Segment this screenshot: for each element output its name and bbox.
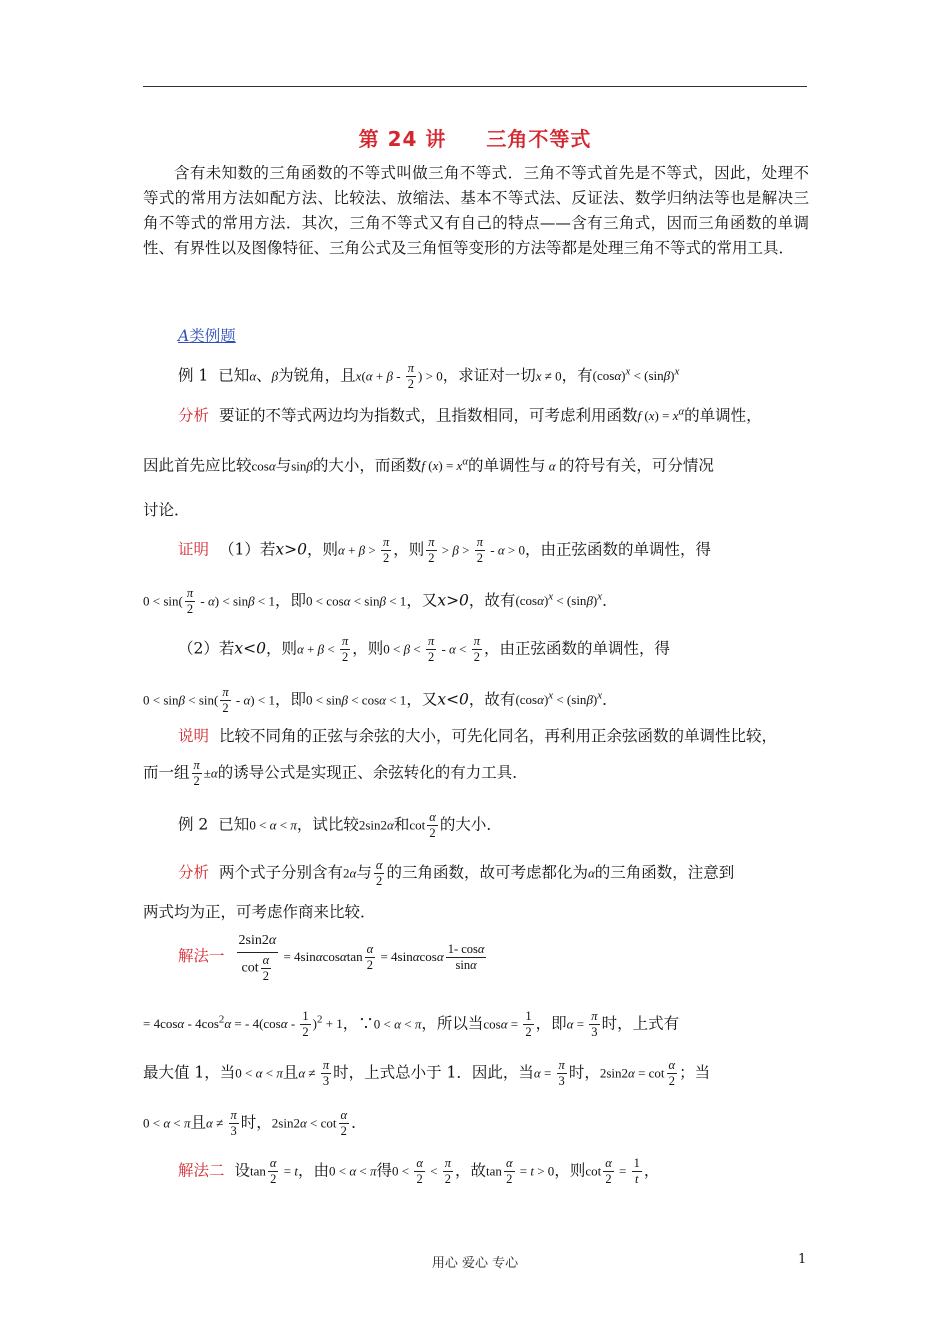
note-line1: 说明 比较不同角的正弦与余弦的大小，可先化同名，再利用正余弦函数的单调性比较， <box>178 727 778 745</box>
example-2-analysis-line2: 两式均为正，可考虑作商来比较． <box>143 903 376 921</box>
intro-paragraph: 含有未知数的三角函数的不等式叫做三角不等式．三角不等式首先是不等式，因此，处理不等式的常用方法如配方法、比较法、放缩法、基本不等式法、反证法、数学归纳法等也是解决三角不等式的常用方法．其次，三角不等式又有自己的特点——含有三角式，因而三角函数的单调性、有界性以及图像特征、三角公式及三角恒等变形的方法等都是处理三角不等式的常用工具． <box>143 164 809 257</box>
method-1-line1: 解法一 2sin2α cot $\frac{\alpha}{2}$ = 4sinαcosαtan $\frac{\alpha}{2}$ = 4sinαcosα $\frac{1- \cos\alpha}{\sin\alpha}$ <box>143 930 848 984</box>
method-1-line4: 0 < α < π且α ≠ $\frac{\pi}{3}$ 时，2sin2α < cot $\frac{\alpha}{2}$ ． <box>143 1108 367 1138</box>
lecture-topic: 三角不等式 <box>486 127 592 151</box>
method-1-line2: = $4\cos\alpha - 4\cos^2\alpha$ = - 4(cosα - $\frac{1}{2}$ )$^2$ + 1，∵0 < α < π，所以当cosα = $\frac{1}{2}$ ，即α = $\frac{\pi}{3}$ 时，上式有 <box>143 1008 680 1039</box>
section-heading <box>143 324 848 348</box>
example-1-analysis-line2: 因此首先应比较cosα与sinβ的大小，而函数f $(x) = x^\alpha$的单调性与 α 的符号有关，可分情况 <box>143 456 714 475</box>
example-1: 例 1 已知α、β为锐角，且x(α + β - $\frac{\pi}{2}$ ) > 0，求证对一切x ≠ 0，有$(\cos\alpha)^x < (\sin\beta)^x$ <box>178 360 680 391</box>
proof-case-1: 证明 （1）若x>0，则α + β > $\frac{\pi}{2}$ ，则 $\frac{\pi}{2}$ > β > $\frac{\pi}{2}$ - α > 0，由正弦函数的单调性，得 <box>178 535 712 565</box>
header-rule <box>143 86 807 87</box>
example-1-analysis-line3: 讨论． <box>143 501 190 519</box>
proof-case-2-line2: 0 < sinβ < sin( $\frac{\pi}{2}$ - α) < 1，即0 < sinβ < cosα < 1，又x<0，故有$(\cos\alpha)^x < (\sin\beta)^x$． <box>143 684 618 715</box>
note-line2: 而一组 $\frac{\pi}{2}$ ±α的诱导公式是实现正、余弦转化的有力工具． <box>143 758 528 788</box>
example-1-analysis: 分析 要证的不等式两边均为指数式，且指数相同，可考虑利用函数f $(x) = x^\alpha$的单调性， <box>178 406 762 425</box>
page-number: 1 <box>798 1252 807 1267</box>
page-footer: 用心 爱心 专心 <box>431 1256 519 1271</box>
example-2: 例 2 已知0 < α < π，试比较2sin2α和cot $\frac{\alpha}{2}$ 的大小． <box>178 810 502 840</box>
lecture-number: 第 24 讲 <box>358 127 447 151</box>
method-1-line3: 最大值 1，当0 < α < π且α ≠ $\frac{\pi}{3}$ 时，上式总小于 1．因此，当α = $\frac{\pi}{3}$ 时，2sin2α = cot $\frac{\alpha}{2}$ ；当 <box>143 1058 711 1088</box>
proof-case-2: （2）若x<0，则α + β < $\frac{\pi}{2}$ ，则0 < β < $\frac{\pi}{2}$ - α < $\frac{\pi}{2}$ ，由正弦函数的单调性，得 <box>178 634 670 664</box>
proof-case-1-line2: 0 < sin( $\frac{\pi}{2}$ - α) < sinβ < 1，即0 < cosα < sinβ < 1，又x>0，故有$(\cos\alpha)^x < (\sin\beta)^x$． <box>143 585 618 616</box>
lecture-title <box>0 123 950 152</box>
section-link[interactable]: A类例题 <box>178 327 236 345</box>
example-2-analysis: 分析 两个式子分别含有2α与 $\frac{\alpha}{2}$ 的三角函数，故可考虑都化为α的三角函数，注意到 <box>178 858 735 888</box>
method-2-line1: 解法二 设tan $\frac{\alpha}{2}$ = t，由0 < α < π得0 < $\frac{\alpha}{2}$ < $\frac{\pi}{2}$ ，故tan $\frac{\alpha}{2}$ = t > 0，则cot $\frac{\alpha}{2}$ = $\frac{1}{t}$ ， <box>178 1156 660 1186</box>
